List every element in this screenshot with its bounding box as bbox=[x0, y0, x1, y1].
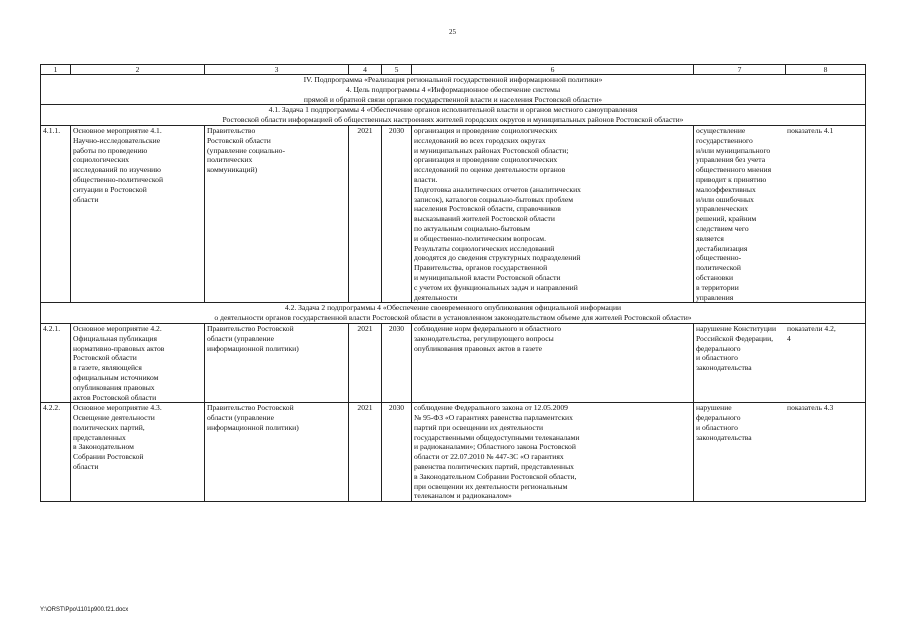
task-row bbox=[41, 303, 866, 324]
table-row bbox=[41, 125, 866, 302]
column-number: 3 bbox=[205, 65, 349, 75]
activity-cell: Основное мероприятие 4.1. Научно-исследовательские работы по проведению социологических исследований по изучению общественно-политической ситуации в Ростовской области bbox=[71, 125, 205, 302]
row-number: 4.2.1. bbox=[41, 323, 71, 402]
activity-cell: Основное мероприятие 4.3. Освещение деятельности политических партий, представленных в Законодательном Собрании Ростовской области bbox=[71, 403, 205, 502]
task-2-title: 4.2. Задача 2 подпрограммы 4 «Обеспечение своевременного опубликования официальной информации о деятельности органов государственной власти Ростовской области в установленном законодательством объеме для жителей Ростовской области» bbox=[41, 303, 866, 324]
end-year-cell: 2030 bbox=[382, 323, 412, 402]
section-row bbox=[41, 75, 866, 105]
start-year-cell: 2021 bbox=[349, 403, 382, 502]
column-number: 2 bbox=[71, 65, 205, 75]
column-number: 7 bbox=[694, 65, 786, 75]
task-1-title: 4.1. Задача 1 подпрограммы 4 «Обеспечение органов исполнительной власти и органов местного самоуправления Ростовской области информацией об общественных настроениях жителей городских округов и муниципальных районов Ростовской области» bbox=[41, 105, 866, 126]
consequences-indicator-cell bbox=[694, 125, 866, 302]
executor-cell: Правительство Ростовской области (управление социально- политических коммуникаций) bbox=[205, 125, 349, 302]
start-year-cell: 2021 bbox=[349, 125, 382, 302]
column-number: 5 bbox=[382, 65, 412, 75]
consequences-text: нарушение федерального и областного законодательства bbox=[696, 403, 752, 442]
task-row bbox=[41, 105, 866, 126]
consequences-indicator-cell bbox=[694, 403, 866, 502]
consequences-text: нарушение Конституции Российской Федерации, федерального и областного законодательства bbox=[696, 323, 777, 373]
table-row bbox=[41, 403, 866, 502]
end-year-cell: 2030 bbox=[382, 403, 412, 502]
indicator-text: показатель 4.1 bbox=[787, 125, 834, 135]
row-number: 4.2.2. bbox=[41, 403, 71, 502]
end-year-cell: 2030 bbox=[382, 125, 412, 302]
column-number-row bbox=[41, 65, 866, 75]
column-number: 4 bbox=[349, 65, 382, 75]
file-path-footer: Y:\ORST\Ppo\1101p900.f21.docx bbox=[40, 607, 129, 613]
executor-cell: Правительство Ростовской области (управление информационной политики) bbox=[205, 323, 349, 402]
result-cell: соблюдение Федерального закона от 12.05.2009 № 95-ФЗ «О гарантиях равенства парламентских партий при освещении их деятельности государственными общедоступными телеканалами и радиоканалами»; Областного закона Ростовской области от 22.07.2010 № 447-ЗС «О гарантиях равенства политических партий, представленных в Законодательном Собрании Ростовской области, при освещении их деятельности региональным телеканалом и радиоканалом» bbox=[412, 403, 694, 502]
column-number: 6 bbox=[412, 65, 694, 75]
column-number: 8 bbox=[786, 65, 866, 75]
consequences-indicator-cell bbox=[694, 323, 866, 402]
result-cell: организация и проведение социологических исследований во всех городских округах и муниципальных районах Ростовской области; организация и проведение социологических исследований по оценке деятельности органов власти. Подготовка аналитических отчетов (аналитических записок), каталогов социально-бытовых проблем населения Ростовской области, справочников высказываний жителей Ростовской области по актуальным социально-бытовым и общественно-политическим вопросам. Результаты социологических исследований доводятся до сведения структурных подразделений Правительства, органов государственной и муниципальной власти Ростовской области с учетом их функциональных задач и направлений деятельности bbox=[412, 125, 694, 302]
indicator-text: показатель 4.3 bbox=[787, 403, 834, 413]
page-number: 25 bbox=[449, 28, 456, 36]
indicator-text: показатели 4.2, 4 bbox=[787, 323, 836, 343]
consequences-text: осуществление государственного и/или муниципального управления без учета общественного мнения приводит к принятию малоэффективных и/или ошибочных управленческих решений, крайним следствием чего является дестабилизация общественно- политической обстановки в территории управления bbox=[696, 125, 772, 302]
row-number: 4.1.1. bbox=[41, 125, 71, 302]
executor-cell: Правительство Ростовской области (управление информационной политики) bbox=[205, 403, 349, 502]
section-title: IV. Подпрограмма «Реализация региональной государственной информационной политики» 4. Цель подпрограммы 4 «Информационное обеспечение системы прямой и обратной связи органов государственной власти и населения Ростовской области» bbox=[41, 75, 866, 105]
column-number: 1 bbox=[41, 65, 71, 75]
start-year-cell: 2021 bbox=[349, 323, 382, 402]
result-cell: соблюдение норм федерального и областного законодательства, регулирующего вопросы опубликования правовых актов в газете bbox=[412, 323, 694, 402]
program-table-container bbox=[40, 64, 865, 502]
program-table bbox=[40, 64, 866, 502]
table-row bbox=[41, 323, 866, 402]
activity-cell: Основное мероприятие 4.2. Официальная публикация нормативно-правовых актов Ростовской области в газете, являющейся официальным источником опубликования правовых актов Ростовской области bbox=[71, 323, 205, 402]
